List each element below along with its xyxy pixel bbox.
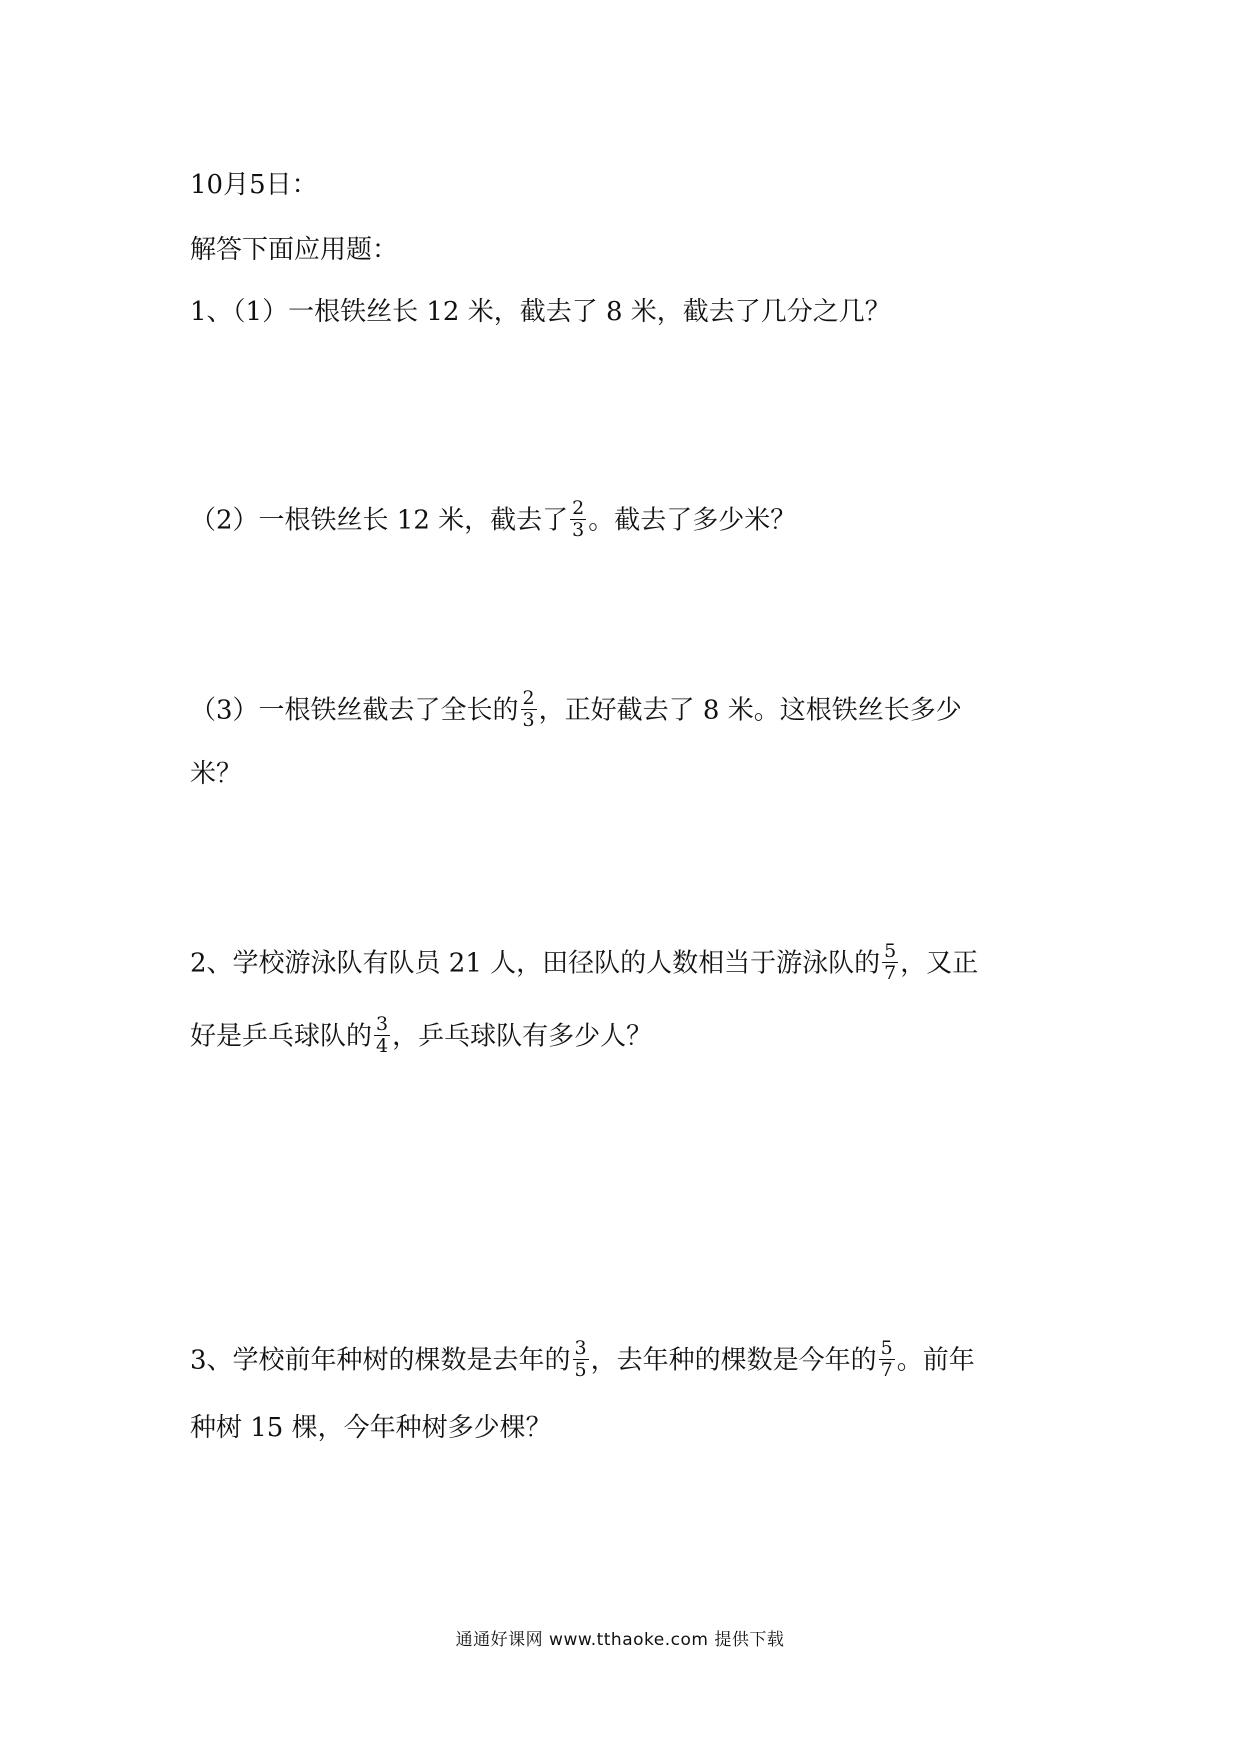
fraction-denominator: 3	[572, 519, 585, 541]
fraction	[879, 1338, 895, 1381]
fraction-numerator: 3	[376, 1013, 389, 1035]
q2-line2-text-before: 好是乒乓球队的	[190, 1021, 373, 1052]
q1p3-text-after: ，正好截去了 8 米。这根铁丝长多少	[538, 695, 962, 726]
question-1-part-3-continued: 米？	[190, 759, 243, 789]
fraction-denominator: 7	[880, 1359, 893, 1381]
fraction-denominator: 5	[574, 1359, 587, 1381]
question-1-part-2	[190, 497, 797, 543]
fraction	[521, 688, 537, 731]
fraction-numerator: 3	[574, 1337, 587, 1359]
fraction-numerator: 2	[522, 687, 535, 709]
q3-text-middle: ，去年种的棵数是今年的	[590, 1345, 877, 1376]
question-1-part-3	[190, 687, 962, 733]
fraction-numerator: 5	[884, 940, 897, 962]
fraction-denominator: 7	[884, 962, 897, 984]
fraction	[570, 498, 586, 541]
q2-line2-text-after: ，乒乓球队有多少人？	[392, 1021, 653, 1052]
fraction-denominator: 4	[376, 1035, 389, 1057]
question-3-line-1	[190, 1337, 975, 1383]
question-2-line-1	[190, 940, 979, 986]
fraction	[374, 1014, 390, 1057]
q3-text-before: 3、学校前年种树的棵数是去年的	[190, 1345, 571, 1376]
q2-text-after: ，又正	[900, 948, 979, 979]
fraction	[573, 1338, 589, 1381]
q3-text-after: 。前年	[896, 1345, 975, 1376]
q1p2-text-after: 。截去了多少米？	[588, 505, 797, 536]
question-1-part-1: 1、（1）一根铁丝长 12 米，截去了 8 米，截去了几分之几？	[190, 297, 891, 327]
fraction-numerator: 2	[572, 497, 585, 519]
fraction-numerator: 5	[880, 1337, 893, 1359]
q1p2-text-before: （2）一根铁丝长 12 米，截去了	[190, 505, 569, 536]
question-2-line-2	[190, 1013, 653, 1059]
q1p3-text-before: （3）一根铁丝截去了全长的	[190, 695, 519, 726]
q2-text-before: 2、学校游泳队有队员 21 人，田径队的人数相当于游泳队的	[190, 948, 881, 979]
fraction	[882, 941, 898, 984]
section-heading: 解答下面应用题：	[190, 235, 399, 265]
fraction-denominator: 3	[522, 709, 535, 731]
page-footer: 通通好课网 www.tthaoke.com 提供下载	[455, 1630, 785, 1650]
question-3-line-2: 种树 15 棵，今年种树多少棵？	[190, 1413, 552, 1443]
date-line: 10月5日：	[190, 170, 318, 200]
